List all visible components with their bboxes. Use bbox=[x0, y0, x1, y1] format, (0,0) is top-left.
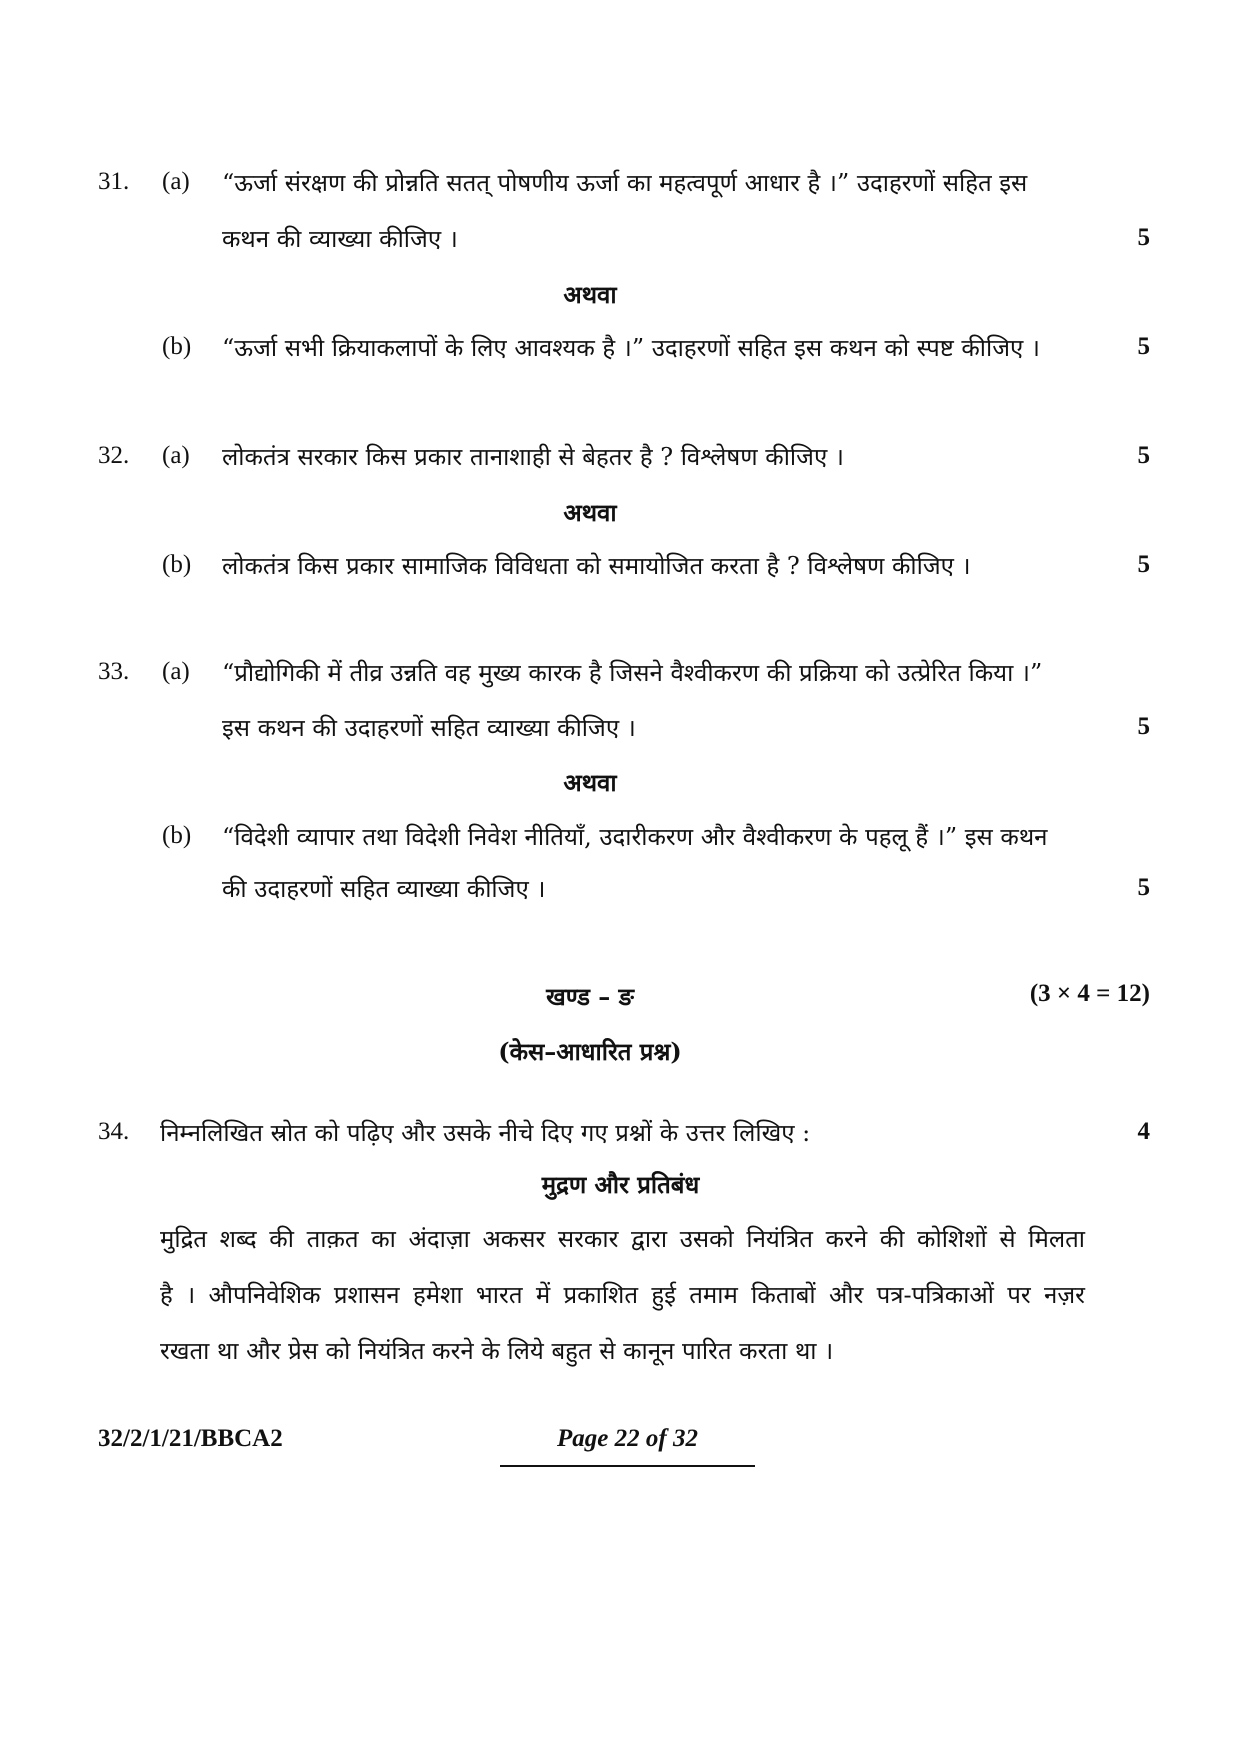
option-label: (b) bbox=[162, 822, 192, 849]
option-label: (a) bbox=[162, 168, 190, 195]
marks: 5 bbox=[1137, 551, 1150, 578]
or-divider: अथवा bbox=[563, 498, 617, 527]
question-number: 31. bbox=[98, 168, 130, 195]
question-text: इस कथन की उदाहरणों सहित व्याख्या कीजिए । bbox=[222, 714, 636, 742]
section-subtitle: (केस–आधारित प्रश्न) bbox=[498, 1037, 682, 1066]
question-text: की उदाहरणों सहित व्याख्या कीजिए । bbox=[222, 875, 546, 903]
question-instruction: निम्नलिखित स्रोत को पढ़िए और उसके नीचे दिए गए प्रश्नों के उत्तर लिखिए : bbox=[160, 1119, 811, 1147]
question-text: “ऊर्जा सभी क्रियाकलापों के लिए आवश्यक है ।” उदाहरणों सहित इस कथन को स्पष्ट कीजिए । bbox=[222, 334, 1041, 362]
or-divider: अथवा bbox=[563, 280, 617, 309]
or-divider: अथवा bbox=[563, 768, 617, 797]
option-label: (b) bbox=[162, 333, 192, 360]
footer-underline bbox=[500, 1465, 755, 1467]
marks: 5 bbox=[1137, 442, 1150, 469]
marks: 5 bbox=[1137, 713, 1150, 740]
page-number: Page 22 of 32 bbox=[557, 1425, 698, 1452]
question-text: कथन की व्याख्या कीजिए । bbox=[222, 225, 458, 253]
question-text: लोकतंत्र किस प्रकार सामाजिक विविधता को समायोजित करता है ? विश्लेषण कीजिए । bbox=[222, 552, 971, 580]
passage-title: मुद्रण और प्रतिबंध bbox=[541, 1170, 700, 1199]
marks: 5 bbox=[1137, 224, 1150, 251]
passage-line: है । औपनिवेशिक प्रशासन हमेशा भारत में प्रकाशित हुई तमाम किताबों और पत्र-पत्रिकाओं पर नज़र bbox=[160, 1281, 1085, 1309]
marks: 5 bbox=[1137, 333, 1150, 360]
question-text: “विदेशी व्यापार तथा विदेशी निवेश नीतियाँ, उदारीकरण और वैश्वीकरण के पहलू हैं ।” इस कथन bbox=[222, 823, 1048, 851]
paper-code: 32/2/1/21/BBCA2 bbox=[98, 1425, 283, 1452]
question-text: लोकतंत्र सरकार किस प्रकार तानाशाही से बेहतर है ? विश्लेषण कीजिए । bbox=[222, 443, 844, 471]
passage-line: रखता था और प्रेस को नियंत्रित करने के लिये बहुत से कानून पारित करता था । bbox=[160, 1337, 834, 1365]
question-text: “ऊर्जा संरक्षण की प्रोन्नति सतत् पोषणीय ऊर्जा का महत्वपूर्ण आधार है ।” उदाहरणों सहित इस bbox=[222, 169, 1028, 197]
marks: 5 bbox=[1137, 874, 1150, 901]
question-number: 33. bbox=[98, 658, 130, 685]
question-number: 34. bbox=[98, 1118, 130, 1145]
question-number: 32. bbox=[98, 442, 130, 469]
passage-line: मुद्रित शब्द की ताक़त का अंदाज़ा अकसर सरकार द्वारा उसको नियंत्रित करने की कोशिशों से मिलता bbox=[160, 1225, 1085, 1253]
section-title: खण्ड – ङ bbox=[546, 982, 634, 1011]
question-text: “प्रौद्योगिकी में तीव्र उन्नति वह मुख्य कारक है जिसने वैश्वीकरण की प्रक्रिया को उत्प्रेरित किया ।” bbox=[222, 659, 1043, 687]
section-marks: (3 × 4 = 12) bbox=[1029, 980, 1150, 1007]
marks: 4 bbox=[1137, 1118, 1150, 1145]
option-label: (a) bbox=[162, 442, 190, 469]
option-label: (b) bbox=[162, 551, 192, 578]
option-label: (a) bbox=[162, 658, 190, 685]
